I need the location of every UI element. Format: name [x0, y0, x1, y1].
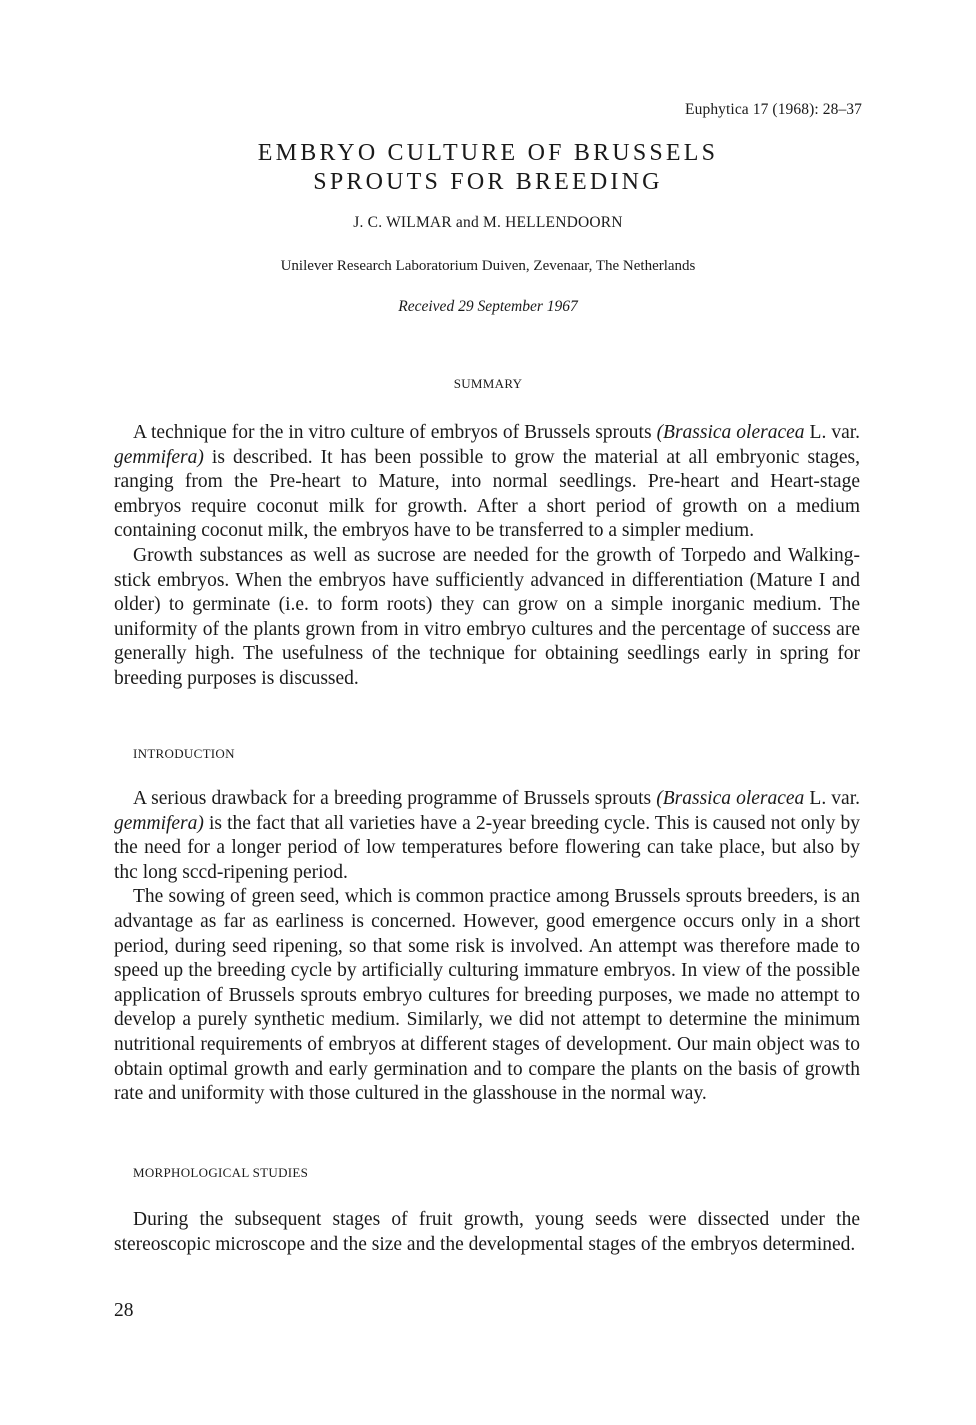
article-title	[0, 139, 976, 197]
author-list: J. C. WILMAR and M. HELLENDOORN	[353, 214, 623, 231]
introduction-section	[114, 787, 860, 1107]
intro-p1-variety: gemmifera)	[114, 812, 204, 834]
morphological-studies-section	[114, 1208, 860, 1257]
received-date: Received 29 September 1967	[398, 298, 578, 315]
journal-citation: Euphytica 17 (1968): 28–37	[685, 101, 862, 118]
intro-p1-text-a: A serious drawback for a breeding programme of Brussels sprouts	[133, 788, 657, 809]
page-number: 28	[114, 1300, 134, 1321]
summary-p1-text-e: is described. It has been possible to grow the material at all embryonic stages, ranging from the Pre-heart to Mature, into normal seedlings. Pre-heart and Heart-stage embryos require coconut milk for growth. After a short period of growth on a medium containing coconut milk, the embryos have to be transferred to a simpler medium.	[114, 446, 860, 542]
title-line-2: SPROUTS FOR BREEDING	[313, 169, 663, 195]
intro-p1-text-e: is the fact that all varieties have a 2-year breeding cycle. This is caused not only by the need for a longer period of low temperatures before flowering can take place, but also by thc long sccd-ripening period.	[114, 812, 860, 883]
title-line-1: EMBRYO CULTURE OF BRUSSELS	[257, 140, 719, 166]
summary-section	[114, 421, 860, 692]
summary-p1-variety: gemmifera)	[114, 446, 204, 468]
summary-heading: SUMMARY	[453, 376, 523, 391]
summary-p1-species: (Brassica oleracea	[656, 422, 805, 443]
introduction-heading: INTRODUCTION	[133, 746, 235, 761]
introduction-paragraph-2: The sowing of green seed, which is common practice among Brussels sprouts breeders, is an advantage as far as earliness is concerned. However, good emergence occurs only in a short period, during seed ripening, so that some risk is involved. An attempt was therefore made to speed up the breeding cycle by artificially culturing immature embryos. In view of the possible application of Brussels sprouts embryo cultures for breeding purposes, we made no attempt to develop a purely synthetic medium. Similarly, we did not attempt to determine the minimum nutritional requirements of embryos at different stages of development. Our main object was to obtain optimal growth and early germination and to compare the plants on the basis of growth rate and uniformity with those cultured in the glasshouse in the normal way.	[114, 886, 860, 1105]
summary-paragraph-1	[114, 421, 860, 544]
morphological-paragraph-1: During the subsequent stages of fruit growth, young seeds were dissected under the stereoscopic microscope and the size and the developmental stages of the embryos determined.	[114, 1209, 860, 1255]
intro-p1-species: (Brassica oleracea	[656, 788, 805, 809]
morphological-studies-heading: MORPHOLOGICAL STUDIES	[133, 1165, 309, 1180]
summary-paragraph-2: Growth substances as well as sucrose are needed for the growth of Torpedo and Walking-stick embryos. When the embryos have sufficiently advanced in differentiation (Mature I and older) to germinate (i.e. to form roots) they can grow on a simple inorganic medium. The uniformity of the plants grown from in vitro embryo cultures and the percentage of success are generally high. The usefulness of the technique for obtaining seedlings early in spring for breeding purposes is discussed.	[114, 544, 860, 689]
summary-p1-text-c: L. var.	[804, 422, 861, 443]
intro-p1-text-c: L. var.	[804, 788, 861, 809]
introduction-paragraph-1	[114, 787, 860, 885]
summary-p1-text-a: A technique for the in vitro culture of embryos of Brussels sprouts	[133, 422, 657, 443]
author-affiliation: Unilever Research Laboratorium Duiven, Zevenaar, The Netherlands	[280, 258, 696, 274]
